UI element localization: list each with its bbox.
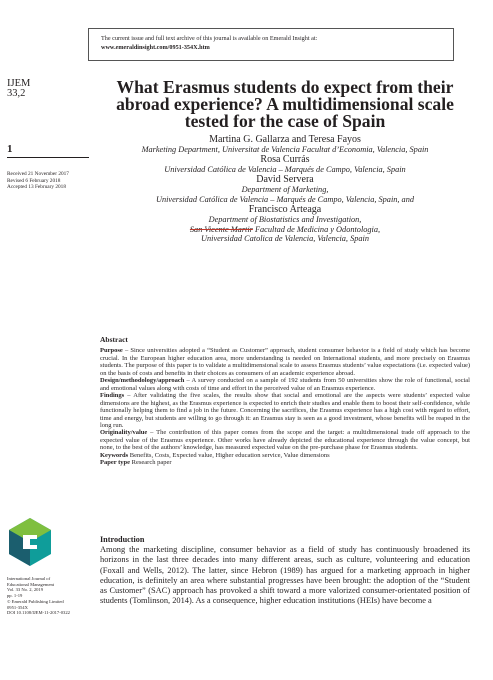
pubinfo-line: pp. 1-19 (7, 593, 23, 599)
author-affiliation: Marketing Department, Universitat de Valencia Facultat d’Economia, Valencia, Spain (141, 144, 429, 154)
abstract-keywords (100, 452, 470, 459)
author-affiliation: Universidad Católica de Valencia – Marqués de Campo, Valencia, Spain, and (155, 194, 414, 204)
article-title: What Erasmus students do expect from their abroad experience? A multidimensional scale tested for the case of Spain (116, 77, 454, 132)
abstract-purpose (100, 347, 470, 377)
archive-url-link[interactable]: www.emeraldinsight.com/0951-354X.htm (101, 43, 210, 51)
received-date: Received 21 November 2017 (7, 171, 69, 177)
affiliation-text: Facultad de Medicina y Odontologia, (252, 224, 381, 234)
page-number: 1 (7, 143, 13, 155)
abstract-section (100, 336, 470, 467)
pubinfo-line: 0951-354X (7, 604, 28, 610)
crossmark-logo-icon[interactable] (8, 517, 52, 567)
publication-info (7, 576, 91, 616)
journal-abbrev (7, 79, 97, 99)
findings-label: Findings (100, 392, 125, 400)
accepted-date: Accepted 13 February 2018 (7, 184, 66, 191)
originality-label: Originality/value (100, 429, 148, 437)
introduction-section (100, 535, 470, 607)
abstract-heading: Abstract (100, 335, 128, 344)
keywords-text: Benefits, Costs, Expected value, Higher education service, Value dimensions (128, 451, 330, 459)
margin-sidebar (7, 78, 97, 191)
author-affiliation: Universidad Catolica de Valencia, Valencia, Spain (201, 234, 369, 244)
author-name: Martina G. Gallarza and Teresa Fayos (209, 133, 361, 145)
archive-notice-box (88, 28, 454, 61)
author-affiliation: Department of Biostatistics and Investigation, (208, 215, 362, 225)
revised-date: Revised 6 February 2018 (7, 177, 61, 184)
abstract-findings (100, 392, 470, 429)
design-label: Design/methodology/approach (100, 377, 185, 385)
paper-type-text: Research paper (130, 459, 172, 467)
author-affiliation: Department of Marketing, (241, 185, 329, 195)
journal-code: IJEM (7, 78, 31, 89)
introduction-heading: Introduction (100, 535, 145, 544)
author-affiliation: Universidad Católica de Valencia – Marqués de Campo, Valencia, Spain (164, 165, 406, 175)
author-affiliation (100, 225, 470, 234)
author-name: Francisco Arteaga (248, 204, 322, 216)
author-name: Rosa Currás (260, 154, 310, 166)
logo-center-notch (30, 539, 37, 545)
abstract-design (100, 377, 470, 392)
volume-issue: 33,2 (7, 88, 26, 99)
design-text: – A survey conducted on a sample of 192 students from 50 universities show the role of functional, social and emotional values along with costs of time and effort in the perceived value of an Erasmus experience. (100, 377, 470, 392)
author-name: David Servera (256, 174, 314, 186)
author-block (100, 134, 470, 244)
originality-text: – The contribution of this paper comes from the scope and the target: a multidimensional trade off approach to the expected value of the Erasmus experience. Other works have already depicted the educational experience through the value concept, but none, to the best of the authors’ knowledge, has measured expected value on the pre-purchase phase for Erasmus students. (100, 429, 470, 452)
introduction-paragraph: Among the marketing discipline, consumer behavior as a field of study has continuously broadened its horizons in the last three decades into many different areas, such as culture, volunteering and education (Foxall and Wells, 2012). The latter, since Hebron (1989) has argued for a marketing approach in higher education, is definitely an area where substantial progresses have been brought: the adoption of the “Student as Customer” (SAC) approach has provoked a shift toward a more valorized consumer-orientated position of students (Tomlinson, 2014). As a consequence, higher education institutions (HEIs) have become a (100, 545, 470, 606)
pubinfo-line: © Emerald Publishing Limited (7, 598, 64, 604)
findings-text: – After validating the five scales, the results show that social and emotional are the aspects were students’ expected value dimensions are the highest, as the Erasmus experience is expected to enrich their studies and enable them to boost their self-confidence, while functionally helping them to find a job in the future. Concerning the sacrifices, the Erasmus experience has a high cost with regard to effort, time and energy, but students are willing to go through it: an Erasmus stay is seen as a good investment, whose benefits will be reaped in the long run. (100, 392, 470, 429)
pubinfo-line: Vol. 33 No. 2, 2019 (7, 587, 44, 593)
doi-link[interactable]: DOI 10.1108/IJEM-11-2017-0322 (7, 610, 70, 616)
struck-text: San Vicente Martir (189, 224, 253, 234)
purpose-label: Purpose (100, 347, 123, 355)
archive-notice-text: The current issue and full text archive of this journal is available on Emerald Insight at: (101, 35, 318, 42)
abstract-originality (100, 429, 470, 451)
article-dates (7, 171, 69, 191)
pubinfo-line: Educational Management (7, 581, 55, 587)
keywords-label: Keywords (100, 451, 129, 459)
page-number-rule (7, 157, 89, 158)
pubinfo-line: International Journal of (7, 576, 51, 581)
purpose-text: – Since universities adopted a “Student as Customer” approach, student consumer behavior is a field of study which has become crucial. In the European higher education area, more understanding is needed on International students, and more precisely on Erasmus students. The purpose of this paper is to validate a multidimensional scale to assess Erasmus students’ value expectations (i.e. expected value) on the basis of costs and benefits in their choices as consumers of an academic experience abroad. (100, 347, 470, 377)
abstract-paper-type (100, 459, 470, 466)
article-header (100, 79, 470, 243)
paper-type-label: Paper type (100, 459, 131, 467)
